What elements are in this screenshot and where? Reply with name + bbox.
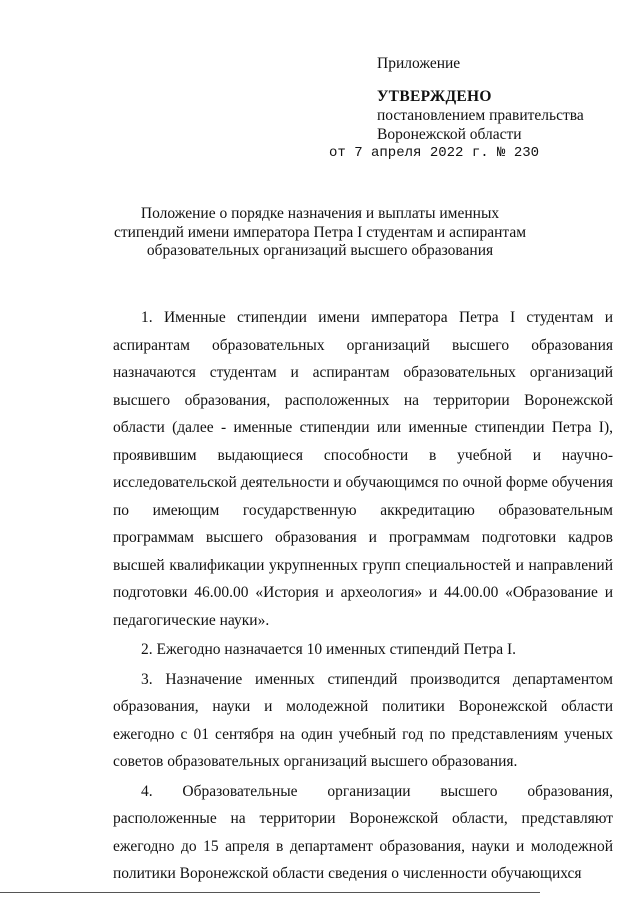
paragraph-3: 3. Назначение именных стипендий производится департаментом образования, науки и молодежной политики Воронежской области ежегодно с 01 сентября на один учебный год по представлениям ученых советов образовательных организаций высшего образования. [113,670,613,770]
approval-block [329,54,584,161]
document-body [113,304,613,890]
approved-by-line1: постановлением правительства [377,107,584,124]
paragraph-2: 2. Ежегодно назначается 10 именных стипендий Петра I. [141,641,517,658]
approved-label: УТВЕРЖДЕНО [377,88,492,105]
appendix-label: Приложение [377,55,461,72]
approval-date: от 7 апреля 2022 г. № 230 [329,145,540,161]
paragraph-1: 1. Именные стипендии имени императора Петра I студентам и аспирантам образовательных организаций высшего образования назначаются студентам и аспирантам образовательных организаций высшего образования, расположенных на территории Воронежской области (далее - именные стипендии или именные стипендии Петра I), проявившим выдающиеся способности в учебной и научно-исследовательской деятельности и обучающимся по очной форме обучения по имеющим государственную аккредитацию образовательным программам высшего образования и программам подготовки кадров высшей квалификации укрупненных групп специальностей и направлений подготовки 46.00.00 «История и археология» и 44.00.00 «Образование и педагогические науки». [113,309,613,629]
footer-rule [0,892,540,893]
approved-by-line2: Воронежской области [377,126,522,143]
document-title: Положение о порядке назначения и выплаты именных стипендий имени императора Петра I студентам и аспирантам образовательных организаций высшего образования [113,205,527,259]
paragraph-4: 4. Образовательные организации высшего образования, расположенные на территории Воронежской области, представляют ежегодно до 15 апреля в департамент образования, науки и молодежной политики Воронежской области сведения о численности обучающихся [113,782,613,882]
